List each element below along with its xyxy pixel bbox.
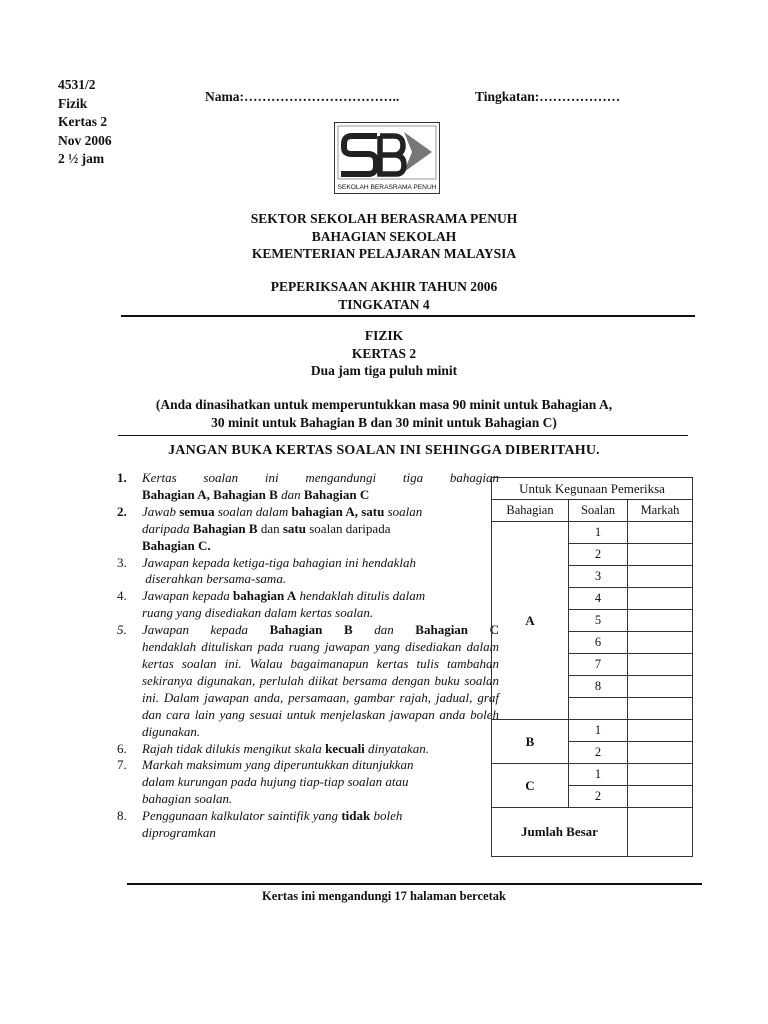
warning-text: JANGAN BUKA KERTAS SOALAN INI SEHINGGA DIBERITAHU.: [168, 443, 600, 458]
question-number: 2: [569, 544, 628, 566]
paper-title: KERTAS 2: [351, 345, 417, 361]
advice-line-2: 30 minit untuk Bahagian B dan 30 minit untuk Bahagian C): [211, 414, 557, 430]
question-number: 2: [569, 742, 628, 764]
paper-date: Nov 2006: [58, 132, 112, 148]
exam-name: PEPERIKSAAN AKHIR TAHUN 2006: [270, 279, 498, 294]
header-divider: [121, 315, 695, 317]
instruction-5: 5. Jawapan kepada Bahagian B dan Bahagian C hendaklah dituliskan pada ruang jawapan yang disediakan dalam kertas soalan ini. Walau bagaimanapun kertas tulis tambahan sekiranya digunakan, perlulah diikat bersama dengan buku soalan ini. Dalam jawapan anda, persamaan, gambar rajah, jadual, graf dan cara lain yang sesuai untuk menjelaskan jawapan anda boleh digunakan.: [117, 622, 500, 739]
institution-header: [0, 210, 768, 263]
exam-form: TINGKATAN 4: [338, 296, 430, 312]
instruction-7: 7. Markah maksimum yang diperuntukkan ditunjukkan dalam kurungan pada hujung tiap-tiap soalan atau bahagian soalan.: [117, 757, 414, 807]
instruction-4: 4. Jawapan kepada bahagian A hendaklah ditulis dalam ruang yang disediakan dalam kertas soalan.: [117, 588, 426, 621]
question-number: 1: [569, 522, 628, 544]
mark-cell: [628, 676, 693, 698]
mark-cell: [628, 764, 693, 786]
mark-cell: [628, 522, 693, 544]
question-number: 4: [569, 588, 628, 610]
question-number: 6: [569, 632, 628, 654]
header-line-2: BAHAGIAN SEKOLAH: [311, 228, 457, 244]
paper-code-block: [58, 76, 112, 169]
question-number: 3: [569, 566, 628, 588]
mark-cell: [628, 566, 693, 588]
instruction-number: 5.: [117, 622, 127, 638]
col-header-bahagian: Bahagian: [492, 500, 569, 522]
subject-title: [0, 327, 768, 380]
mark-cell: [628, 720, 693, 742]
section-c-cell: C: [492, 764, 569, 808]
footer-divider: [127, 883, 702, 885]
mark-cell: [628, 698, 693, 720]
instruction-number: 6.: [117, 740, 127, 756]
advice-divider: [118, 435, 688, 436]
subject-name: FIZIK: [364, 328, 404, 343]
examiner-table-title: Untuk Kegunaan Pemeriksa: [492, 478, 693, 500]
form-field: Tingkatan:………………: [475, 89, 621, 104]
mark-cell: [628, 742, 693, 764]
paper-code: 4531/2: [58, 77, 96, 92]
time-advice: [0, 396, 768, 431]
exam-header: [0, 278, 768, 313]
mark-cell: [628, 544, 693, 566]
total-label: Jumlah Besar: [492, 808, 628, 857]
col-header-markah: Markah: [628, 500, 693, 522]
instruction-1: 1. Kertas soalan ini mengandungi tiga bahagian Bahagian A, Bahagian B dan Bahagian C: [117, 470, 499, 502]
instruction-8: 8. Penggunaan kalkulator saintifik yang tidak boleh diprogramkan: [117, 808, 403, 841]
paper-number: Kertas 2: [58, 114, 108, 129]
question-number: 7: [569, 654, 628, 676]
mark-cell: [628, 632, 693, 654]
spacer-cell: [569, 698, 628, 720]
instruction-number: 1.: [117, 470, 127, 485]
instruction-number: 8.: [117, 808, 127, 824]
logo-caption: SEKOLAH BERASRAMA PENUH: [337, 184, 437, 191]
header-line-1: SEKTOR SEKOLAH BERASRAMA PENUH: [250, 211, 518, 226]
duration-text: Dua jam tiga puluh minit: [310, 363, 458, 378]
section-a-cell: A: [492, 522, 569, 720]
advice-line-1: (Anda dinasihatkan untuk memperuntukkan masa 90 minit untuk Bahagian A,: [155, 397, 613, 412]
footer-text: Kertas ini mengandungi 17 halaman bercetak: [262, 889, 506, 903]
name-field: Nama:……………………………..: [205, 89, 400, 104]
instructions-list: [117, 470, 499, 842]
instruction-number: 4.: [117, 588, 127, 604]
total-mark-cell: [628, 808, 693, 857]
question-number: 1: [569, 764, 628, 786]
col-header-soalan: Soalan: [569, 500, 628, 522]
instruction-number: 2.: [117, 503, 127, 519]
mark-cell: [628, 610, 693, 632]
paper-subject: Fizik: [58, 95, 88, 111]
question-number: 2: [569, 786, 628, 808]
instruction-6: 6. Rajah tidak dilukis mengikut skala kecuali dinyatakan.: [117, 740, 430, 756]
examiner-table: [491, 477, 693, 857]
mark-cell: [628, 786, 693, 808]
instruction-number: 7.: [117, 757, 127, 773]
mark-cell: [628, 588, 693, 610]
mark-cell: [628, 654, 693, 676]
question-number: 1: [569, 720, 628, 742]
question-number: 8: [569, 676, 628, 698]
instruction-2: 2. Jawab semua soalan dalam bahagian A, satu soalan daripada Bahagian B dan satu soalan daripada Bahagian C.: [117, 503, 423, 553]
paper-duration: 2 ½ jam: [58, 151, 105, 166]
instruction-number: 3.: [117, 554, 127, 570]
header-line-3: KEMENTERIAN PELAJARAN MALAYSIA: [251, 246, 517, 261]
question-number: 5: [569, 610, 628, 632]
sbp-logo: [334, 122, 440, 194]
section-b-cell: B: [492, 720, 569, 764]
instruction-3: 3. Jawapan kepada ketiga-tiga bahagian ini hendaklah diserahkan bersama-sama.: [117, 554, 417, 587]
